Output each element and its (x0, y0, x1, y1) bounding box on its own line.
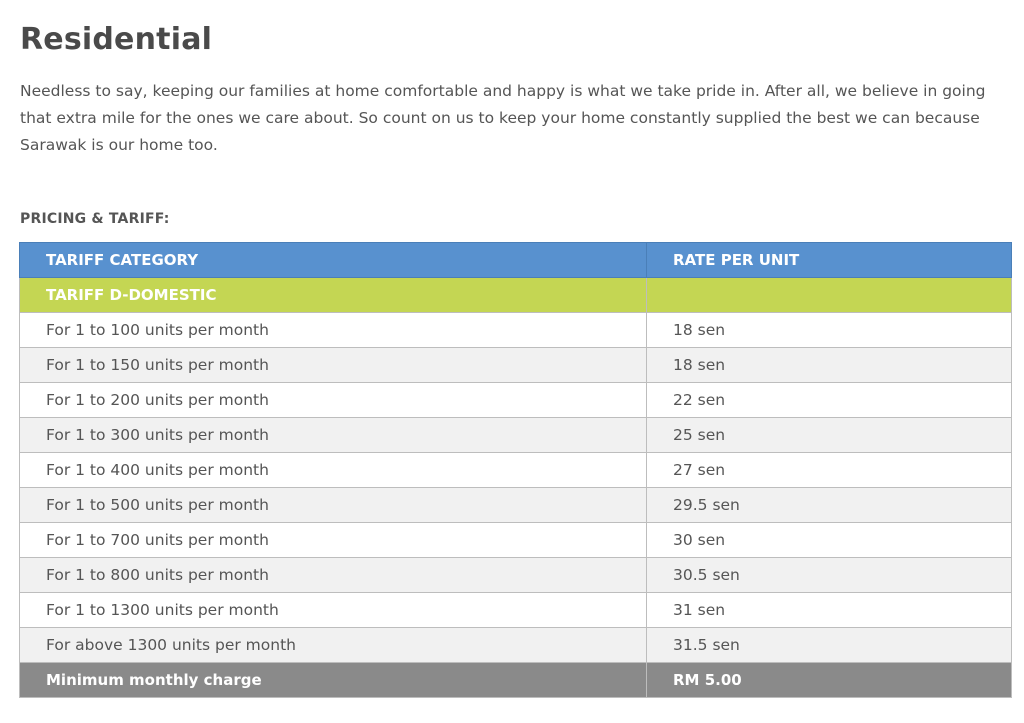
usage-range-cell: For 1 to 1300 units per month (20, 593, 647, 628)
intro-paragraph: Needless to say, keeping our families at home comfortable and happy is what we take pride in. After all, we believe in going that extra mile for the ones we care about. So count on us to keep your home constantly supplied the best we can because Sarawak is our home too. (20, 82, 986, 154)
rate-cell: 30.5 sen (647, 558, 1012, 593)
tariff-table (19, 242, 1012, 698)
table-row (20, 348, 1012, 383)
rate-cell: 18 sen (647, 348, 1012, 383)
usage-range-cell: For above 1300 units per month (20, 628, 647, 663)
usage-range-cell: For 1 to 100 units per month (20, 313, 647, 348)
table-row (20, 418, 1012, 453)
rate-cell: 31 sen (647, 593, 1012, 628)
table-row (20, 558, 1012, 593)
rate-cell: 25 sen (647, 418, 1012, 453)
table-row (20, 313, 1012, 348)
table-row (20, 523, 1012, 558)
minimum-charge-value: RM 5.00 (647, 663, 1012, 698)
tariff-category-name: TARIFF D-DOMESTIC (20, 278, 647, 313)
tariff-category-row (20, 278, 1012, 313)
table-row (20, 453, 1012, 488)
section-label: PRICING & TARIFF: (20, 211, 170, 227)
column-header-category: TARIFF CATEGORY (20, 243, 647, 278)
usage-range-cell: For 1 to 500 units per month (20, 488, 647, 523)
usage-range-cell: For 1 to 150 units per month (20, 348, 647, 383)
rate-cell: 27 sen (647, 453, 1012, 488)
minimum-charge-label: Minimum monthly charge (20, 663, 647, 698)
rate-cell: 18 sen (647, 313, 1012, 348)
rate-cell: 22 sen (647, 383, 1012, 418)
usage-range-cell: For 1 to 700 units per month (20, 523, 647, 558)
usage-range-cell: For 1 to 800 units per month (20, 558, 647, 593)
table-row (20, 488, 1012, 523)
table-row (20, 628, 1012, 663)
tariff-category-rate (647, 278, 1012, 313)
usage-range-cell: For 1 to 400 units per month (20, 453, 647, 488)
page-title: Residential (20, 22, 213, 57)
column-header-rate: RATE PER UNIT (647, 243, 1012, 278)
rate-cell: 30 sen (647, 523, 1012, 558)
usage-range-cell: For 1 to 200 units per month (20, 383, 647, 418)
table-row (20, 593, 1012, 628)
usage-range-cell: For 1 to 300 units per month (20, 418, 647, 453)
minimum-charge-row (20, 663, 1012, 698)
table-header-row (20, 243, 1012, 278)
table-row (20, 383, 1012, 418)
rate-cell: 29.5 sen (647, 488, 1012, 523)
rate-cell: 31.5 sen (647, 628, 1012, 663)
